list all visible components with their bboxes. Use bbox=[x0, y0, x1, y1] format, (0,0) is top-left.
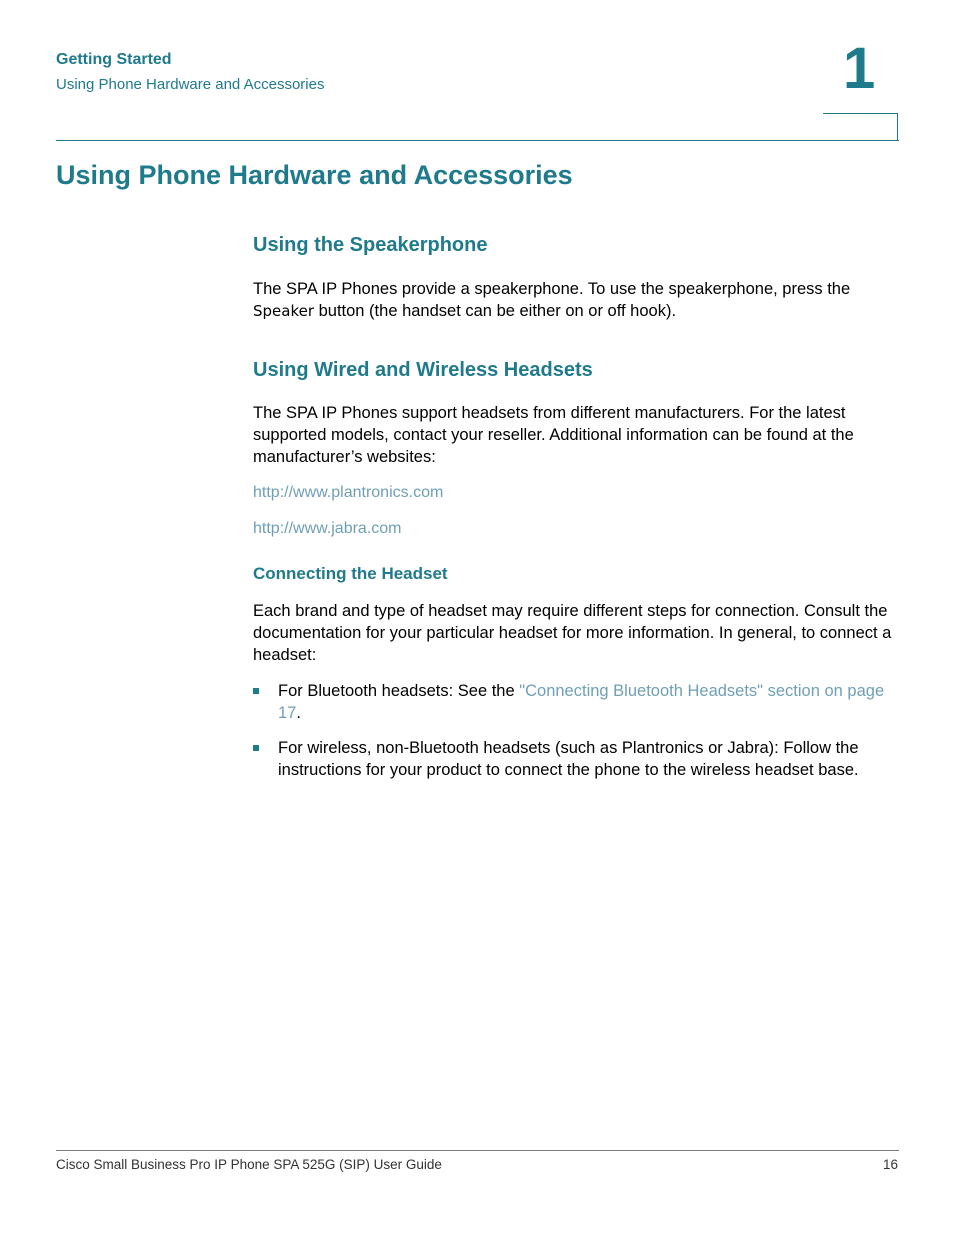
speakerphone-text-after: button (the handset can be either on or off hook). bbox=[314, 302, 677, 320]
jabra-link[interactable]: http://www.jabra.com bbox=[253, 520, 402, 537]
bullet1-text-after: . bbox=[296, 704, 301, 722]
speakerphone-paragraph bbox=[253, 278, 898, 322]
chapter-tab-box bbox=[823, 113, 898, 140]
bullet-icon bbox=[253, 688, 259, 694]
connecting-intro: Each brand and type of headset may require different steps for connection. Consult the documentation for your particular headset for more information. In general, to connect a headset: bbox=[253, 602, 892, 664]
bullet1-text-before: For Bluetooth headsets: See the bbox=[278, 682, 520, 700]
connecting-heading: Connecting the Headset bbox=[253, 564, 448, 583]
speaker-button-name: Speaker bbox=[253, 302, 315, 320]
plantronics-link[interactable]: http://www.plantronics.com bbox=[253, 484, 444, 501]
page-title: Using Phone Hardware and Accessories bbox=[56, 160, 573, 190]
footer-divider bbox=[56, 1150, 899, 1151]
chapter-number: 1 bbox=[843, 36, 876, 101]
list-item bbox=[253, 680, 898, 724]
bullet-icon bbox=[253, 745, 259, 751]
headsets-heading: Using Wired and Wireless Headsets bbox=[253, 359, 593, 381]
header-section-title: Using Phone Hardware and Accessories bbox=[56, 76, 325, 93]
list-item bbox=[253, 737, 898, 781]
bluetooth-section-link[interactable]: "Connecting Bluetooth Headsets" section on page 17 bbox=[278, 682, 885, 722]
header-chapter-title: Getting Started bbox=[56, 51, 172, 68]
footer-page-number: 16 bbox=[882, 1157, 898, 1172]
bullet2-text: For wireless, non-Bluetooth headsets (such as Plantronics or Jabra): Follow the instructions for your product to connect the phone to the wireless headset base. bbox=[278, 739, 859, 779]
header-divider bbox=[56, 140, 899, 141]
speakerphone-text-before: The SPA IP Phones provide a speakerphone. To use the speakerphone, press the bbox=[253, 280, 851, 298]
speakerphone-heading: Using the Speakerphone bbox=[253, 234, 488, 256]
headsets-intro: The SPA IP Phones support headsets from different manufacturers. For the latest supported models, contact your reseller. Additional information can be found at the manufacturer’s websites: bbox=[253, 404, 854, 466]
footer-guide-title: Cisco Small Business Pro IP Phone SPA 525G (SIP) User Guide bbox=[56, 1157, 442, 1172]
